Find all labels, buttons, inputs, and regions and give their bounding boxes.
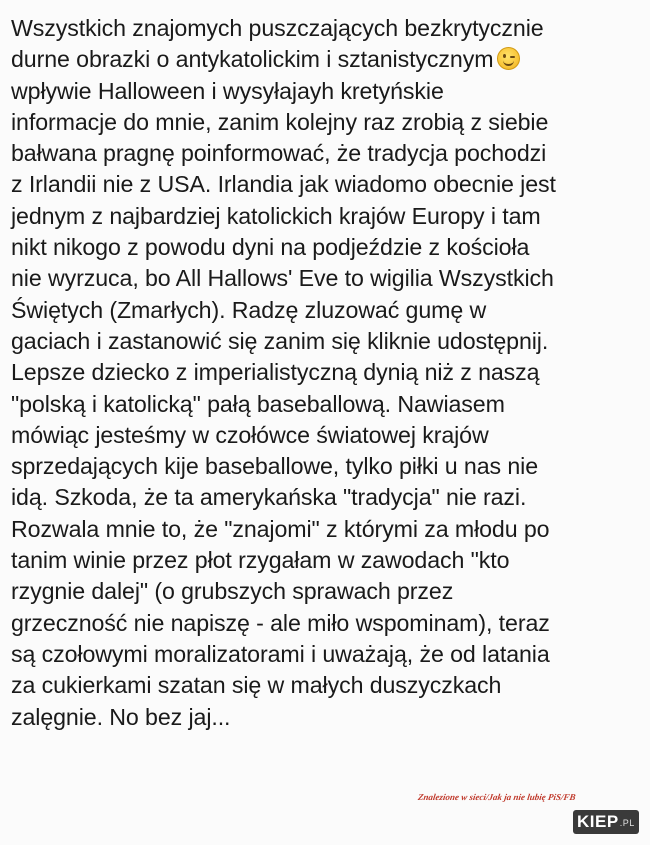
post-line: sprzedających kije baseballowe, tylko piłki u nas nie <box>11 453 539 480</box>
post-line: tanim winie przez płot rzygałam w zawodach "kto <box>11 547 510 574</box>
post-line: idą. Szkoda, że ta amerykańska "tradycja" nie razi. <box>11 484 527 511</box>
post-line: z Irlandii nie z USA. Irlandia jak wiadomo obecnie jest <box>11 171 556 198</box>
source-caption: Znalezione w sieci/Jak ja nie lubię PiS/FB <box>417 792 577 802</box>
post-line: grzeczność nie napiszę - ale miło wspominam), teraz <box>11 609 550 636</box>
post-line: za cukierkami szatan się w małych duszyczkach <box>11 672 502 699</box>
post-line: jednym z najbardziej katolickich krajów Europy i tam <box>11 202 541 229</box>
post-line: bałwana pragnę poinformować, że tradycja pochodzi <box>11 140 547 167</box>
post-line: Lepsze dziecko z imperialistyczną dynią niż z naszą <box>11 359 540 386</box>
post-text <box>11 13 643 733</box>
post-line: gaciach i zastanowić się zanim się kliknie udostępnij. <box>11 327 549 354</box>
post-line-with-emoji <box>11 44 643 75</box>
post-line: nikt nikogo z powodu dyni na podjeździe z kościoła <box>11 234 530 261</box>
logo-text: KIEP <box>577 812 619 831</box>
post-line: zalęgnie. No bez jaj... <box>11 703 231 730</box>
post-line: nie wyrzuca, bo All Hallows' Eve to wigilia Wszystkich <box>11 265 554 292</box>
post-line: "polską i katolicką" pałą baseballową. Nawiasem <box>11 390 505 417</box>
winking-face-icon <box>497 47 520 70</box>
post-line: mówiąc jesteśmy w czołówce światowej krajów <box>11 421 489 448</box>
post-line: są czołowymi moralizatorami i uważają, że od latania <box>11 640 550 667</box>
post-line: Świętych (Zmarłych). Radzę zluzować gumę w <box>11 296 487 323</box>
post-line: Rozwala mnie to, że "znajomi" z którymi za młodu po <box>11 515 550 542</box>
post-line: rzygnie dalej" (o grubszych sprawach przez <box>11 578 454 605</box>
post-line: wpływie Halloween i wysyłajayh kretyńskie <box>11 77 444 104</box>
post-line: Wszystkich znajomych puszczających bezkrytycznie <box>11 15 544 41</box>
site-logo[interactable] <box>573 810 639 834</box>
logo-suffix: .PL <box>619 818 635 828</box>
post-line: informacje do mnie, zanim kolejny raz zrobią z siebie <box>11 108 549 135</box>
post-line-text: durne obrazki o antykatolickim i sztanistycznym <box>11 46 494 73</box>
